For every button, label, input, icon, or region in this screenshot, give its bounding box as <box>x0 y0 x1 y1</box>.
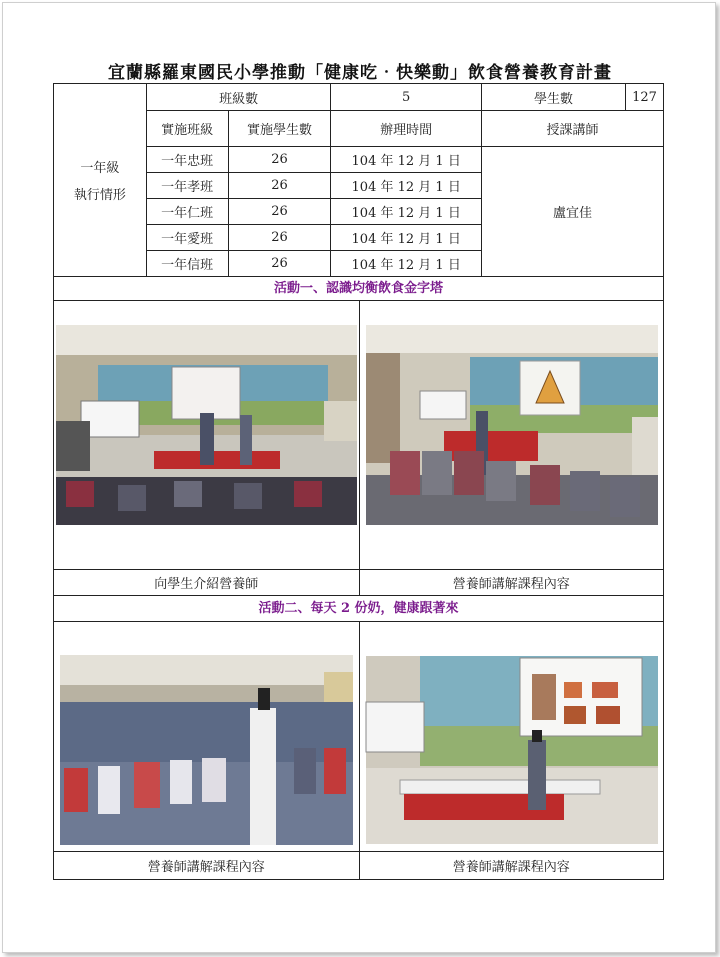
grade-label-cell <box>54 84 147 277</box>
row-class: 一年仁班 <box>146 199 228 225</box>
row-students: 26 <box>228 251 331 277</box>
classroom-photo-milk <box>360 622 663 851</box>
activity1-photo-right-cell <box>359 301 664 570</box>
activity1-photos <box>53 300 664 596</box>
header-time: 辦理時間 <box>331 111 482 147</box>
row-date: 104 年 12 月 1 日 <box>331 225 482 251</box>
student-count-value: 127 <box>632 89 657 105</box>
grade-label: 一年級 <box>80 161 120 176</box>
classroom-photo-intro <box>54 301 358 569</box>
class-info-table <box>53 83 664 277</box>
row-class: 一年信班 <box>146 251 228 277</box>
row-students: 26 <box>228 225 331 251</box>
row-class: 一年孝班 <box>146 173 228 199</box>
header-teacher: 授課講師 <box>482 111 664 147</box>
activity2-photo-left-cell <box>54 622 360 852</box>
row-students: 26 <box>228 199 331 225</box>
header-students: 實施學生數 <box>228 111 331 147</box>
activity1-title: 活動一、認識均衡飲食金字塔 <box>53 276 664 301</box>
activity2-photos <box>53 621 664 880</box>
activity2-title: 活動二、每天 2 份奶，健康跟著來 <box>53 595 664 622</box>
row-date: 104 年 12 月 1 日 <box>331 147 482 173</box>
row-class: 一年愛班 <box>146 225 228 251</box>
header-class: 實施班級 <box>146 111 228 147</box>
activity2-caption-left: 營養師講解課程內容 <box>54 852 360 880</box>
grade-sub-label: 執行情形 <box>73 188 126 203</box>
row-date: 104 年 12 月 1 日 <box>331 199 482 225</box>
row-date: 104 年 12 月 1 日 <box>331 173 482 199</box>
student-count-label: 學生數 <box>482 84 626 110</box>
activity1-caption-left: 向學生介紹營養師 <box>54 570 360 596</box>
class-count-value: 5 <box>331 84 482 111</box>
activity1-caption-right: 營養師講解課程內容 <box>359 570 664 596</box>
row-class: 一年忠班 <box>146 147 228 173</box>
classroom-photo-pyramid <box>360 301 663 569</box>
auditorium-photo <box>54 622 358 851</box>
activity2-caption-right: 營養師講解課程內容 <box>359 852 664 880</box>
teacher-name: 盧宜佳 <box>482 147 664 277</box>
class-count-label: 班級數 <box>146 84 331 111</box>
row-date: 104 年 12 月 1 日 <box>331 251 482 277</box>
activity2-photo-right-cell <box>359 622 664 852</box>
row-students: 26 <box>228 173 331 199</box>
row-students: 26 <box>228 147 331 173</box>
document-title: 宜蘭縣羅東國民小學推動「健康吃‧快樂動」飲食營養教育計畫 <box>108 63 612 83</box>
activity1-photo-left-cell <box>54 301 360 570</box>
